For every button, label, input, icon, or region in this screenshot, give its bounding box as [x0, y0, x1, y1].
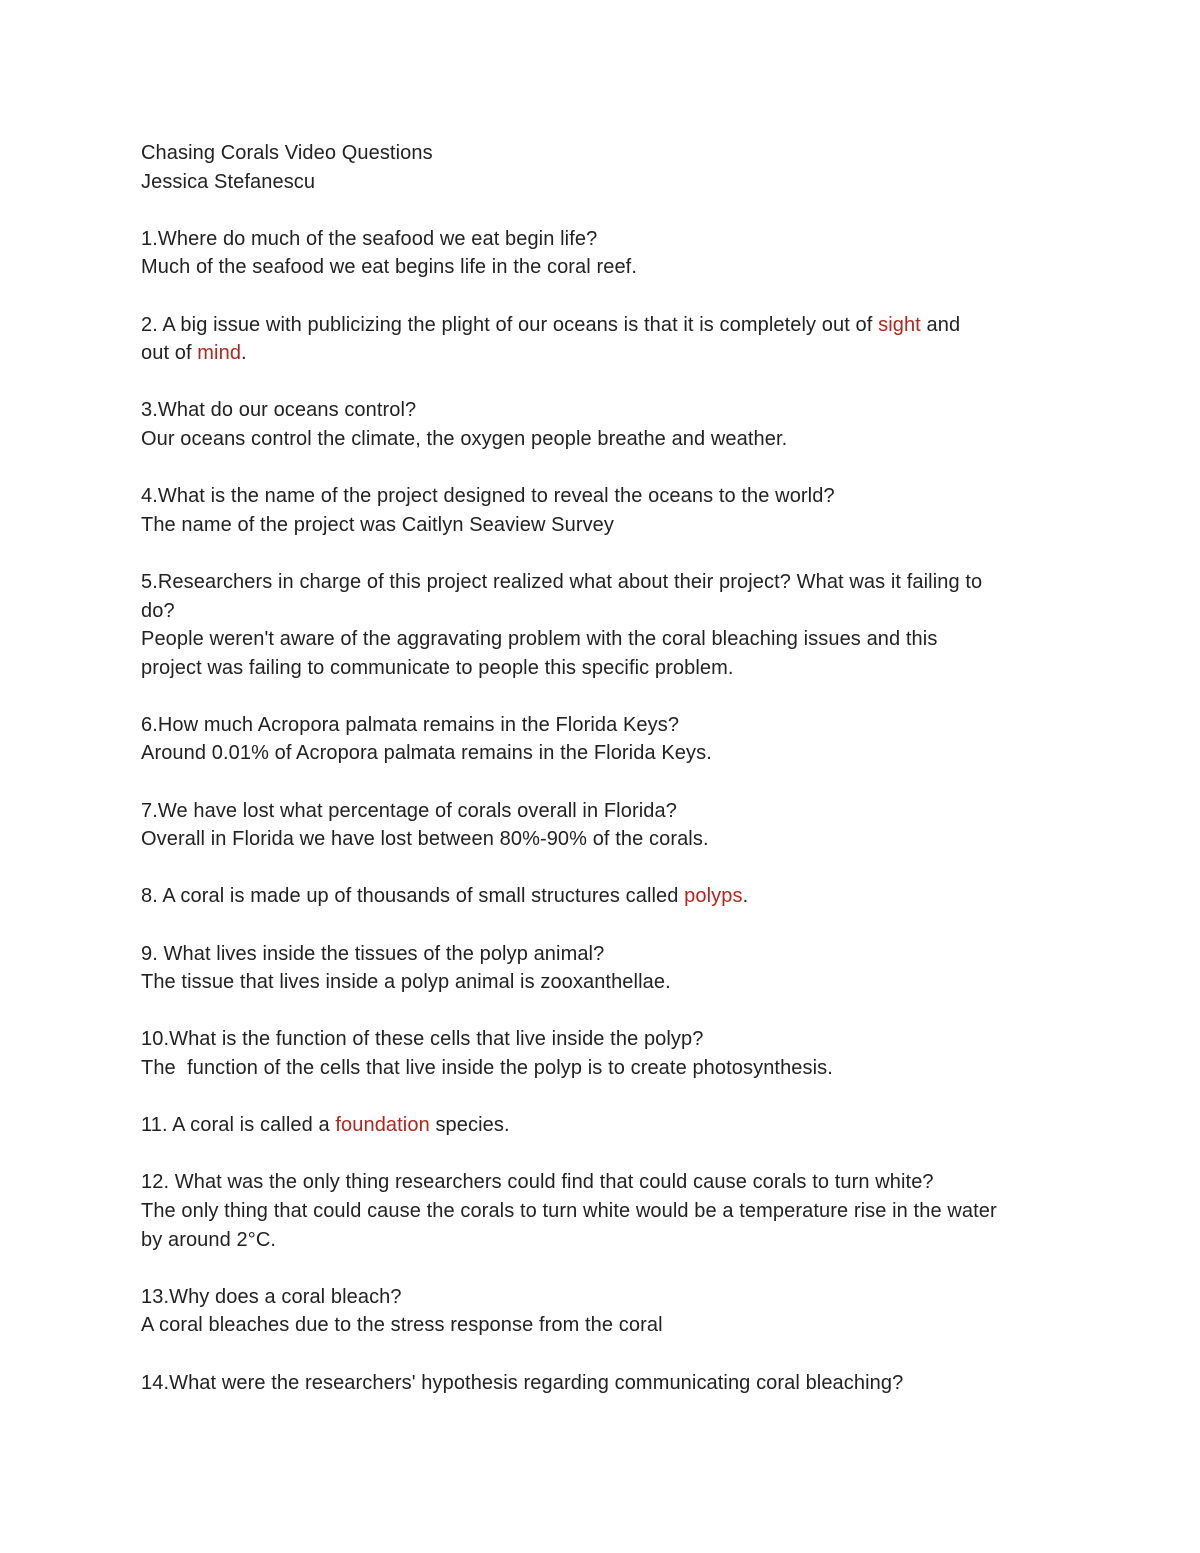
answer-12-line-2: by around 2°C.: [141, 1228, 277, 1251]
spacer: [141, 1140, 1071, 1169]
spacer: [141, 1254, 1071, 1283]
author-name: Jessica Stefanescu: [141, 170, 316, 193]
answer-5-line-1: People weren't aware of the aggravating problem with the coral bleaching issues and this: [141, 628, 938, 651]
answer-4: The name of the project was Caitlyn Seaview Survey: [141, 513, 614, 536]
spacer: [141, 454, 1071, 483]
spacer: [141, 997, 1071, 1026]
question-11-text: species.: [429, 1114, 510, 1137]
spacer: [141, 682, 1071, 711]
question-2-text: out of: [141, 342, 198, 365]
question-3: 3.What do our oceans control?: [141, 399, 417, 422]
question-2-text: .: [241, 342, 247, 365]
answer-12-line-1: The only thing that could cause the corals to turn white would be a temperature rise in the water: [141, 1199, 997, 1222]
question-8-text: .: [742, 885, 749, 908]
answer-9: The tissue that lives inside a polyp animal is zooxanthellae.: [141, 971, 671, 994]
answer-7: Overall in Florida we have lost between 80%-90% of the corals.: [141, 828, 709, 851]
question-2-text: and: [920, 313, 961, 336]
question-7: 7.We have lost what percentage of corals overall in Florida?: [141, 799, 677, 822]
spacer: [141, 539, 1071, 568]
answer-1: Much of the seafood we eat begins life in the coral reef.: [141, 256, 637, 279]
document-title: Chasing Corals Video Questions: [141, 142, 433, 164]
question-2-text: 2. A big issue with publicizing the plight of our oceans is that it is completely out of: [141, 313, 879, 336]
spacer: [141, 768, 1071, 797]
answer-6: Around 0.01% of Acropora palmata remains in the Florida Keys.: [141, 742, 712, 765]
question-6: 6.How much Acropora palmata remains in the Florida Keys?: [141, 713, 680, 736]
question-11: [141, 1111, 1071, 1140]
question-1: 1.Where do much of the seafood we eat begin life?: [141, 227, 598, 250]
question-12: 12. What was the only thing researchers could find that could cause corals to turn white?: [141, 1171, 934, 1194]
fill-in-answer-mind: mind: [197, 342, 242, 365]
question-4: 4.What is the name of the project designed to reveal the oceans to the world?: [141, 485, 835, 508]
question-10: 10.What is the function of these cells that live inside the polyp?: [141, 1028, 704, 1051]
spacer: [141, 854, 1071, 883]
question-13: 13.Why does a coral bleach?: [141, 1285, 402, 1308]
answer-5-line-2: project was failing to communicate to people this specific problem.: [141, 656, 734, 679]
question-2-line-1: [141, 311, 1071, 340]
spacer: [141, 282, 1071, 311]
answer-10: The function of the cells that live inside the polyp is to create photosynthesis.: [141, 1057, 833, 1079]
question-2-line-2: [141, 339, 1071, 368]
fill-in-answer-foundation: foundation: [335, 1114, 430, 1137]
question-14: 14.What were the researchers' hypothesis regarding communicating coral bleaching?: [141, 1371, 904, 1394]
answer-13: A coral bleaches due to the stress response from the coral: [141, 1314, 663, 1337]
spacer: [141, 1083, 1071, 1112]
question-9: 9. What lives inside the tissues of the polyp animal?: [141, 942, 605, 965]
question-8: [141, 882, 1071, 911]
spacer: [141, 368, 1071, 397]
fill-in-answer-sight: sight: [878, 313, 921, 336]
question-8-text: 8. A coral is made up of thousands of small structures called: [141, 885, 685, 908]
answer-3: Our oceans control the climate, the oxygen people breathe and weather.: [141, 427, 788, 450]
fill-in-answer-polyps: polyps: [684, 885, 743, 908]
question-11-text: 11. A coral is called a: [141, 1114, 336, 1137]
question-5-line-2: do?: [141, 599, 175, 622]
spacer: [141, 1340, 1071, 1369]
document-page: [141, 139, 1071, 1397]
spacer: [141, 911, 1071, 940]
question-5-line-1: 5.Researchers in charge of this project realized what about their project? What was it failing to: [141, 570, 983, 593]
spacer: [141, 196, 1071, 225]
